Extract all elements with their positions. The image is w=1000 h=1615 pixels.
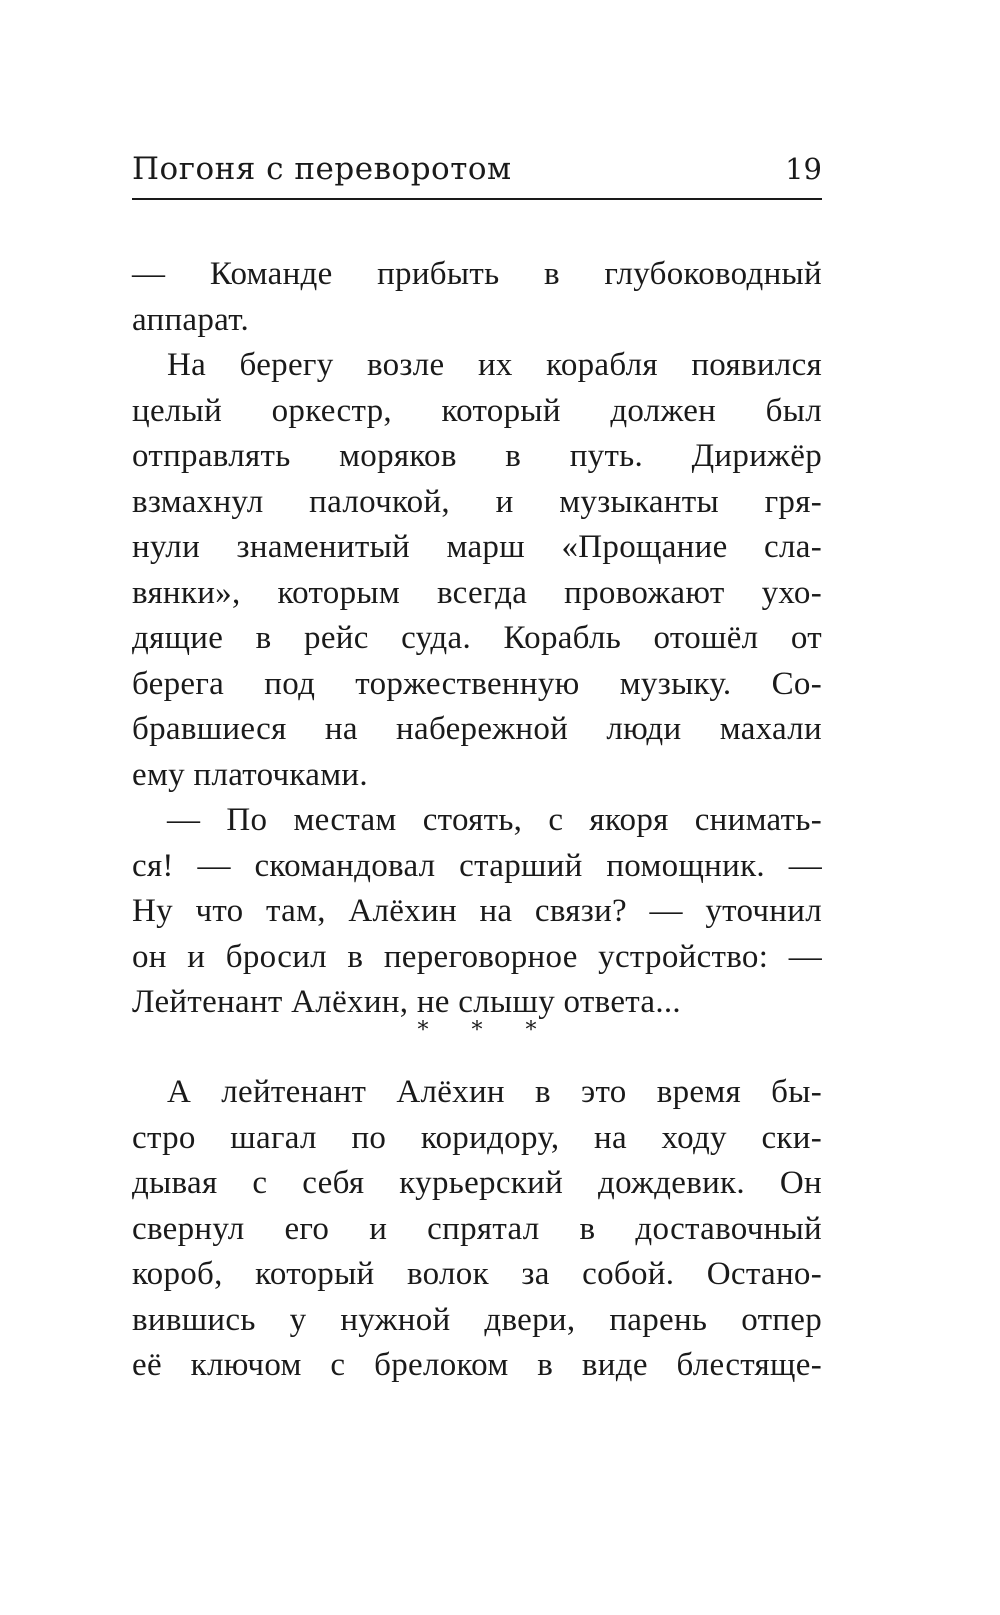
text-line: вянки», которым всегда провожают ухо-	[132, 574, 822, 611]
text-line: целый оркестр, который должен был	[132, 392, 822, 429]
text-line: Лейтенант Алёхин, не слышу ответа...	[132, 984, 681, 1020]
text-line: Ну что там, Алёхин на связи? — уточнил	[132, 893, 822, 929]
text-line: аппарат.	[132, 301, 250, 338]
text-line: нули знаменитый марш «Прощание сла-	[132, 529, 822, 565]
text-line: берега под торжественную музыку. Со-	[132, 665, 822, 702]
text-line: свернул его и спрятал в доставочный	[132, 1210, 822, 1247]
text-block-2	[132, 1070, 822, 1389]
text-line: — По местам стоять, с якоря снимать-	[167, 802, 822, 838]
running-head	[132, 150, 822, 196]
scene-break: * * *	[417, 1018, 555, 1043]
running-title: Погоня с переворотом	[132, 151, 512, 187]
text-line: бравшиеся на набережной люди махали	[132, 711, 822, 747]
header-rule	[132, 198, 822, 200]
text-line: отправлять моряков в путь. Дирижёр	[132, 438, 822, 474]
text-line: её ключом с брелоком в виде блестяще-	[132, 1347, 822, 1383]
text-line: ся! — скомандовал старший помощник. —	[132, 847, 822, 884]
text-block-1	[132, 252, 822, 1026]
text-line: короб, который волок за собой. Остано-	[132, 1256, 822, 1292]
text-line: вившись у нужной двери, парень отпер	[132, 1301, 822, 1338]
text-line: он и бросил в переговорное устройство: —	[132, 938, 822, 975]
text-line: стро шагал по коридору, на ходу ски-	[132, 1119, 822, 1156]
text-line: А лейтенант Алёхин в это время бы-	[167, 1074, 822, 1110]
text-line: На берегу возле их корабля появился	[167, 347, 822, 383]
text-line: — Команде прибыть в глубоководный	[132, 256, 822, 292]
text-line: дывая с себя курьерский дождевик. Он	[132, 1165, 822, 1201]
text-line: взмахнул палочкой, и музыканты гря-	[132, 483, 822, 520]
text-line: ему платочками.	[132, 756, 368, 793]
text-line: дящие в рейс суда. Корабль отошёл от	[132, 620, 822, 656]
page-number: 19	[785, 152, 822, 186]
